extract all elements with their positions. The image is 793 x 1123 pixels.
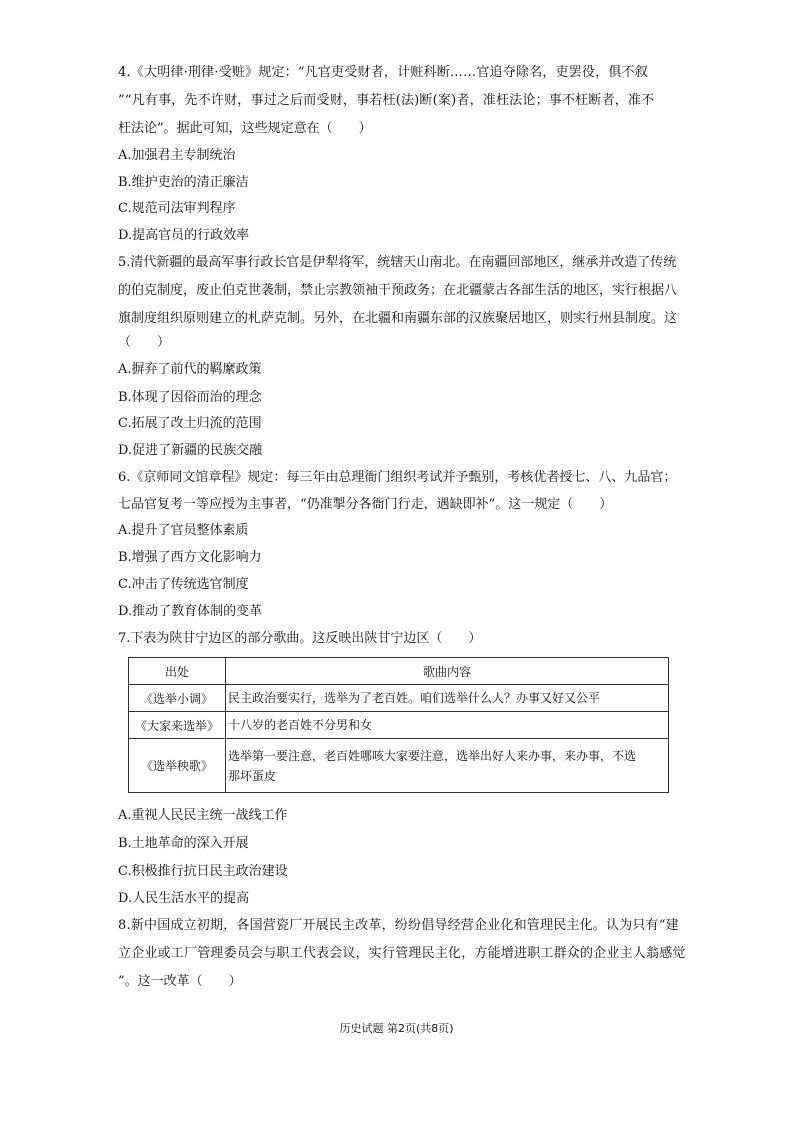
column-header-content: 歌曲内容 <box>226 658 669 685</box>
q6-stem-line-2: 七品官复考一等应授为主事者，“仍准掣分各衙门行走，遇缺即补”。这一规定（ ） <box>118 497 613 512</box>
q4-option-a: A.加强君主专制统治 <box>118 148 236 163</box>
row-content: 选举第一要注意，老百姓哪咳大家要注意，选举出好人来办事，来办事，不选那坏蛋皮 <box>226 739 669 793</box>
q4-option-b: B.维护吏治的清正廉洁 <box>118 175 249 190</box>
q5-stem-line-2: 的伯克制度，废止伯克世袭制，禁止宗教领袖干预政务；在北疆蒙古各部生活的地区，实行根据八 <box>118 283 678 298</box>
q4-stem-line-2: ”“凡有事，先不许财，事过之后而受财，事若枉(法)断(案)者，准枉法论；事不枉断者，准不 <box>118 93 655 108</box>
q7-option-a: A.重视人民民主统一战线工作 <box>118 808 288 823</box>
q5-option-c: C.拓展了改土归流的范围 <box>118 416 262 431</box>
row-source: 《大家来选举》 <box>129 712 226 739</box>
q7-option-c: C.积极推行抗日民主政治建设 <box>118 864 288 879</box>
row-content: 民主政治要实行，选举为了老百姓。咱们选举什么人？办事又好又公平 <box>226 685 669 712</box>
row-source: 《选举小调》 <box>129 685 226 712</box>
q7-stem: 7.下表为陕甘宁边区的部分歌曲。这反映出陕甘宁边区（ ） <box>118 631 482 646</box>
q7-option-d: D.人民生活水平的提高 <box>118 891 250 906</box>
q6-stem-line-1: 6.《京师同文馆章程》规定：每三年由总理衙门组织考试并予甄别，考核优者授七、八、九品官； <box>118 470 677 485</box>
q6-option-a: A.提升了官员整体素质 <box>118 523 249 538</box>
q5-stem-line-4: （ ） <box>118 335 171 350</box>
row-content: 十八岁的老百姓不分男和女 <box>226 712 669 739</box>
songs-table <box>128 657 669 793</box>
q4-stem-line-3: 枉法论”。据此可知，这些规定意在（ ） <box>118 121 372 136</box>
q8-stem-line-2: 立企业或工厂管理委员会与职工代表会议，实行管理民主化，方能增进职工群众的企业主人翁感觉 <box>118 946 686 961</box>
q5-option-d: D.促进了新疆的民族交融 <box>118 443 263 458</box>
q7-option-b: B.土地革命的深入开展 <box>118 836 249 851</box>
q4-option-c: C.规范司法审判程序 <box>118 201 236 216</box>
q8-stem-line-1: 8.新中国成立初期，各国营瓷厂开展民主改革，纷纷倡导经营企业化和管理民主化。认为只有“建 <box>118 918 679 933</box>
table-header-row <box>129 658 669 685</box>
q5-stem-line-1: 5.清代新疆的最高军事行政长官是伊犁将军，统辖天山南北。在南疆回部地区，继承并改造了传统 <box>118 255 677 270</box>
row-source: 《选举秧歌》 <box>129 739 226 793</box>
q4-stem-line-1: 4.《大明律·刑律·受赃》规定：“凡官吏受财者，计赃科断……官追夺除名，吏罢役，俱不叙 <box>118 65 648 80</box>
page-footer: 历史试题 第2页(共8页) <box>339 1022 454 1035</box>
q5-option-a: A.摒弃了前代的羁縻政策 <box>118 362 262 377</box>
q6-option-b: B.增强了西方文化影响力 <box>118 550 262 565</box>
q6-option-c: C.冲击了传统选官制度 <box>118 577 249 592</box>
q5-stem-line-3: 旗制度组织原则建立的札萨克制。另外，在北疆和南疆东部的汉族聚居地区，则实行州县制度。这 <box>118 311 678 326</box>
q5-option-b: B.体现了因俗而治的理念 <box>118 390 262 405</box>
q6-option-d: D.推动了教育体制的变革 <box>118 604 263 619</box>
table-row <box>129 739 669 793</box>
q8-stem-line-3: ”。这一改革（ ） <box>118 974 242 989</box>
table-row <box>129 685 669 712</box>
table-row <box>129 712 669 739</box>
q4-option-d: D.提高官员的行政效率 <box>118 228 250 243</box>
column-header-source: 出处 <box>129 658 226 685</box>
